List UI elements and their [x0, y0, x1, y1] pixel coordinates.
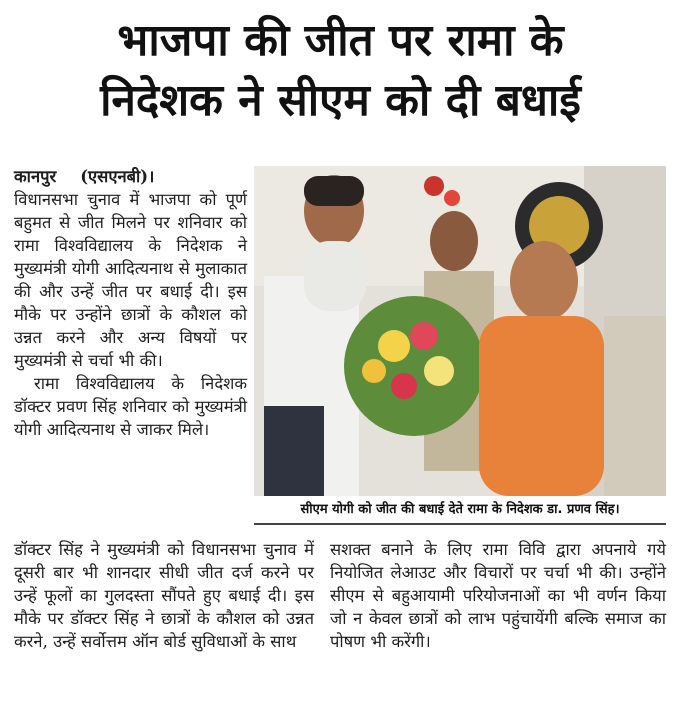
article-column-bottom-left — [14, 538, 314, 653]
article-paragraph-3: डॉक्टर सिंह ने मुख्यमंत्री को विधानसभा चुनाव में दूसरी बार भी शानदार सीधी जीत दर्ज करने पर उन्हें फूलों का गुलदस्ता सौंपते हुए बधाई दी। इस मौके पर डॉक्टर सिंह ने छात्रों के कौशल को उन्नत करने, उन्हें सर्वोत्तम ऑन बोर्ड सुविधाओं के साथ — [14, 540, 314, 651]
headline — [0, 12, 681, 132]
dateline — [14, 165, 247, 188]
photo-illustration — [254, 166, 666, 496]
article-paragraph-2: रामा विश्वविद्यालय के निदेशक डॉक्टर प्रवण सिंह शनिवार को मुख्यमंत्री योगी आदित्यनाथ से जाकर मिले। — [14, 374, 247, 439]
dateline-agency: (एसएनबी)। — [80, 167, 155, 186]
photo-caption: सीएम योगी को जीत की बधाई देते रामा के निदेशक डा. प्रणव सिंह। — [254, 497, 666, 525]
article-paragraph-4: सशक्त बनाने के लिए रामा विवि द्वारा अपनाये गये नियोजित लेआउट और विचारों पर चर्चा भी की। उन्होंने सीएम से बहुआयामी परियोजनाओं का भी वर्णन किया जो न केवल छात्रों को लाभ पहुंचायेंगी बल्कि समाज का पोषण भी करेंगी। — [330, 540, 666, 651]
headline-line-2: निदेशक ने सीएम को दी बधाई — [100, 75, 581, 126]
article-column-bottom-right — [330, 538, 666, 653]
dateline-city: कानपुर — [14, 167, 57, 186]
article-paragraph-1: विधानसभा चुनाव में भाजपा को पूर्ण बहुमत से जीत मिलने पर शनिवार को रामा विश्वविद्यालय के निदेशक ने मुख्यमंत्री योगी आदित्यनाथ से मुलाकात की और उन्हें जीत पर बधाई दी। इस मौके पर उन्होंने छात्रों के कौशल को उन्नत करने और अन्य विषयों पर मुख्यमंत्री से चर्चा भी की। — [14, 190, 247, 370]
news-photo — [254, 166, 666, 496]
headline-line-1: भाजपा की जीत पर रामा के — [117, 15, 564, 66]
article-column-left — [14, 165, 247, 441]
